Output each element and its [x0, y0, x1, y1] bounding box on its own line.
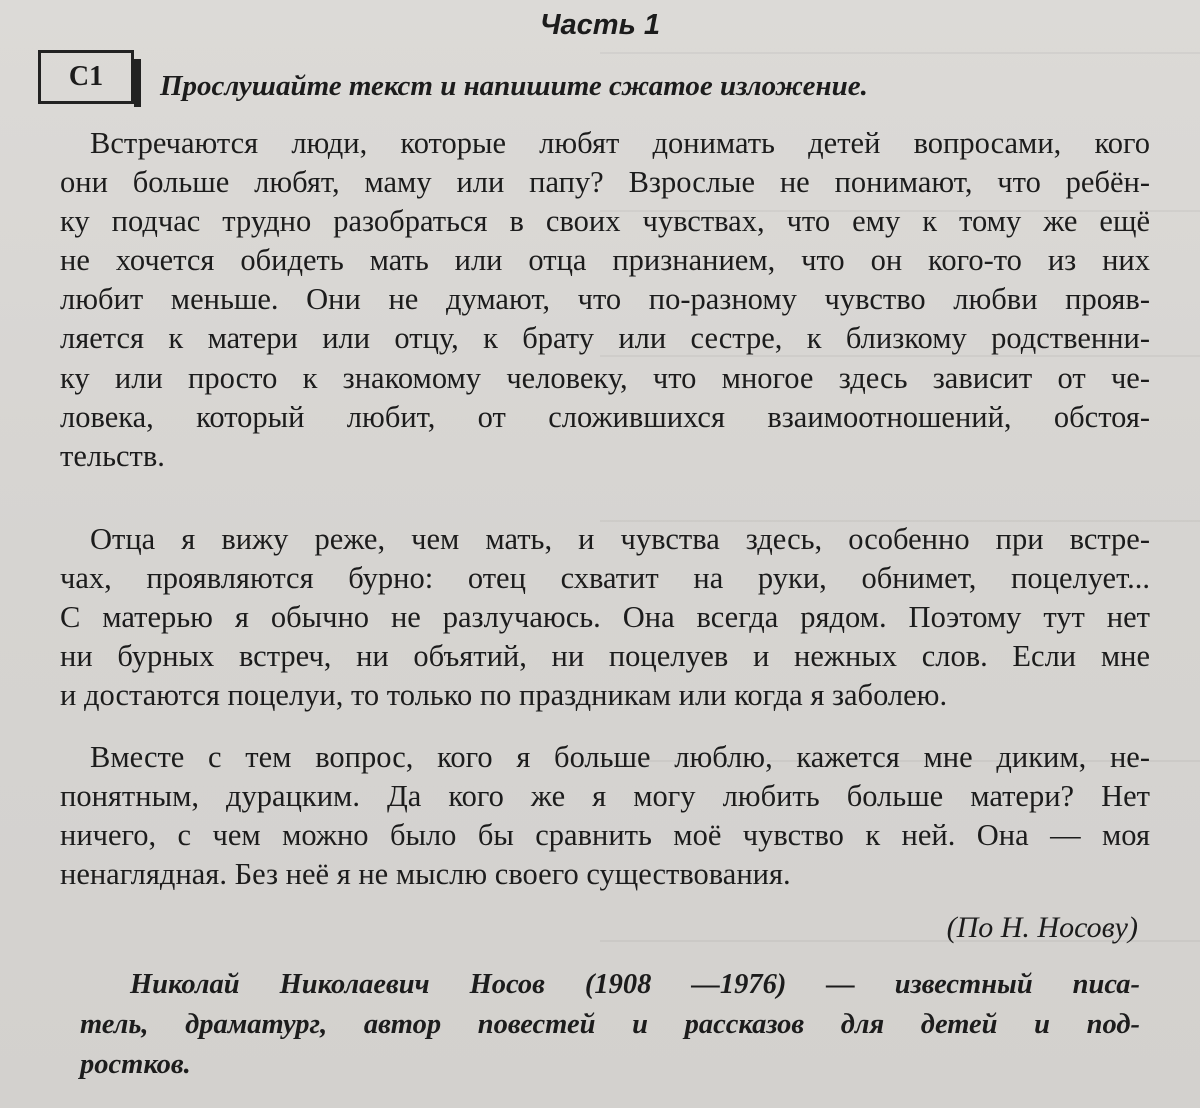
text-line: понятным, дурацким. Да кого же я могу любить больше матери? Нет	[60, 779, 1150, 814]
text-line: чах, проявляются бурно: отец схватит на руки, обнимет, поцелует...	[60, 561, 1150, 596]
task-label-box	[38, 50, 134, 104]
bio-line: ростков.	[80, 1049, 191, 1080]
text-line: ляется к матери или отцу, к брату или сестре, к близкому родственни-	[60, 321, 1150, 356]
text-line: ни бурных встреч, ни объятий, ни поцелуев и нежных слов. Если мне	[60, 639, 1150, 674]
paragraph-1	[60, 124, 1150, 476]
author-bio	[80, 965, 1140, 1085]
text-line: они больше любят, маму или папу? Взрослые не понимают, что ребён-	[60, 165, 1150, 200]
text-line: Вместе с тем вопрос, кого я больше люблю, кажется мне диким, не-	[90, 740, 1150, 774]
text-line: ку или просто к знакомому человеку, что многое здесь зависит от че-	[60, 360, 1150, 395]
text-line: ловека, который любит, от сложившихся взаимоотношений, обстоя-	[60, 399, 1150, 434]
text-line: Отца я вижу реже, чем мать, и чувства здесь, особенно при встре-	[90, 522, 1150, 556]
text-line: и достаются поцелуи, то только по праздникам или когда я заболею.	[60, 678, 948, 713]
text-line: не хочется обидеть мать или отца признанием, что он кого-то из них	[60, 243, 1150, 278]
paragraph-3	[60, 738, 1150, 894]
source-attribution: (По Н. Носову)	[946, 911, 1138, 944]
task-label: С1	[68, 61, 104, 92]
part-title: Часть 1	[540, 9, 660, 41]
text-line: ку подчас трудно разобраться в своих чувствах, что ему к тому же ещё	[60, 204, 1150, 239]
text-line: ненаглядная. Без неё я не мыслю своего существования.	[60, 857, 791, 892]
bio-line: Николай Николаевич Носов (1908 —1976) — известный писа-	[130, 969, 1140, 1000]
bleed-through-line	[600, 52, 1200, 54]
bio-line: тель, драматург, автор повестей и рассказов для детей и под-	[80, 1009, 1140, 1040]
paragraph-2	[60, 520, 1150, 715]
text-line: С матерью я обычно не разлучаюсь. Она всегда рядом. Поэтому тут нет	[60, 600, 1150, 635]
text-line: Встречаются люди, которые любят донимать детей вопросами, кого	[90, 126, 1150, 160]
text-line: тельств.	[60, 438, 165, 473]
task-instruction: Прослушайте текст и напишите сжатое изложение.	[160, 70, 868, 102]
text-line: ничего, с чем можно было бы сравнить моё чувство к ней. Она — моя	[60, 818, 1150, 853]
text-line: любит меньше. Они не думают, что по-разному чувство любви прояв-	[60, 282, 1150, 317]
